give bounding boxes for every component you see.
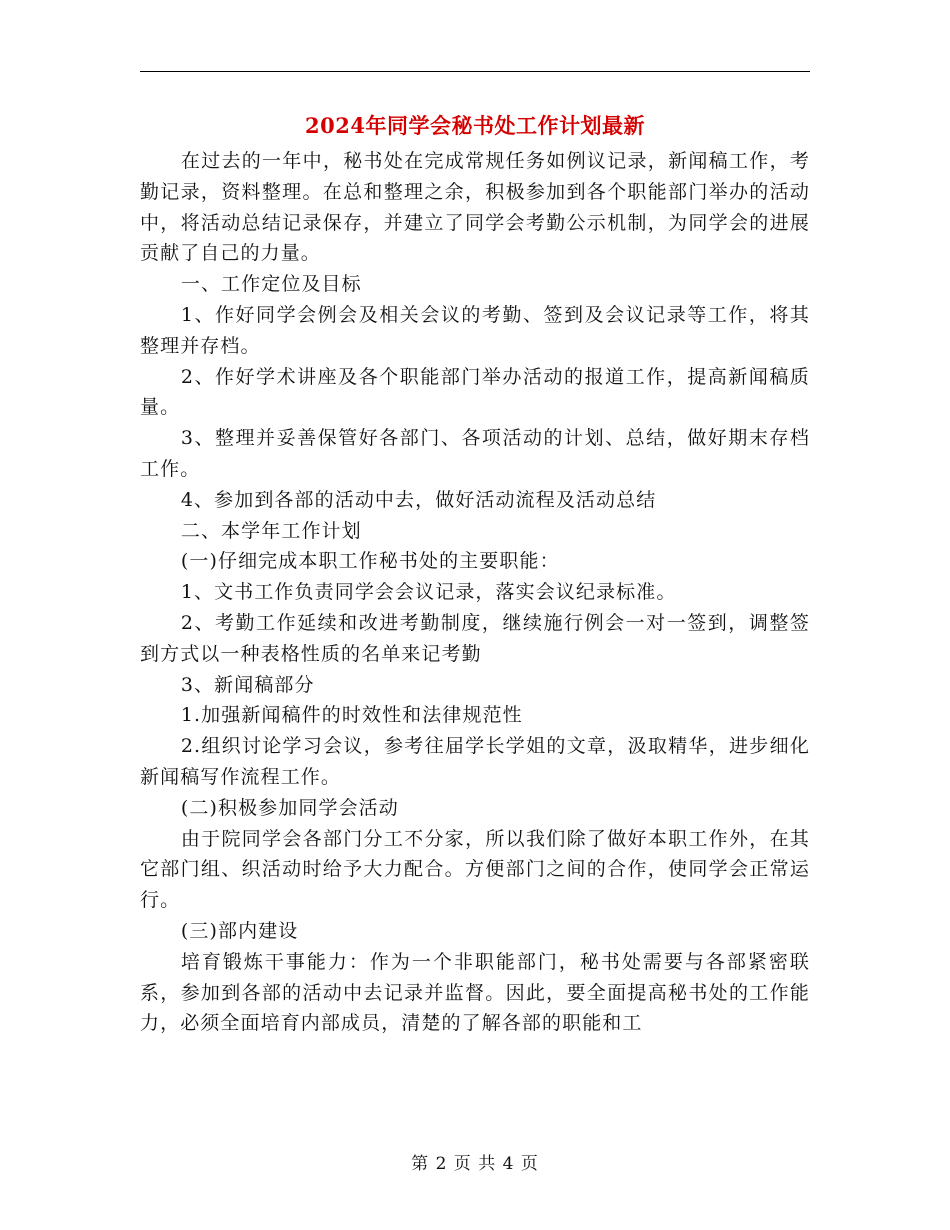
subsection-heading-2: (二)积极参加同学会活动: [180, 796, 399, 819]
paragraph-internal: 培育锻炼干事能力：作为一个非职能部门，秘书处需要与各部紧密联系，参加到各部的活动中去记录并监督。因此，要全面提高秘书处的工作能力，必须全面培育内部成员，清楚的了解各部的职能和工: [140, 950, 810, 1035]
paragraph-activities: 由于院同学会各部门分工不分家，所以我们除了做好本职工作外，在其它部门组、织活动时给予大力配合。方便部门之间的合作，使同学会正常运行。: [140, 827, 810, 912]
paragraph-duty-1: 1、文书工作负责同学会会议记录，落实会议纪录标准。: [180, 581, 677, 604]
subsection-heading-3: (三)部内建设: [180, 919, 299, 942]
paragraph-duty-3: 3、新闻稿部分: [180, 673, 315, 696]
paragraph-goal-4: 4、参加到各部的活动中去，做好活动流程及活动总结: [180, 488, 657, 511]
section-heading-1: 一、工作定位及目标: [180, 273, 362, 296]
paragraph-intro: 在过去的一年中，秘书处在完成常规任务如例议记录，新闻稿工作，考勤记录，资料整理。在总和整理之余，积极参加到各个职能部门举办的活动中，将活动总结记录保存，并建立了同学会考勤公示机制，为同学会的进展贡献了自己的力量。: [140, 150, 810, 265]
subsection-heading-1: (一)仔细完成本职工作秘书处的主要职能：: [180, 550, 560, 573]
page-number: 第 2 页 共 4 页: [411, 1154, 539, 1174]
header-rule: [140, 71, 810, 72]
paragraph-news-1: 1.加强新闻稿件的时效性和法律规范性: [180, 704, 523, 727]
document-title: 2024年同学会秘书处工作计划最新: [305, 113, 645, 138]
paragraph-goal-2: 2、作好学术讲座及各个职能部门举办活动的报道工作，提高新闻稿质量。: [140, 365, 810, 419]
paragraph-goal-3: 3、整理并妥善保管好各部门、各项活动的计划、总结，做好期末存档工作。: [140, 427, 810, 480]
paragraph-duty-2: 2、考勤工作延续和改进考勤制度，继续施行例会一对一签到，调整签到方式以一种表格性质的名单来记考勤: [140, 611, 810, 665]
paragraph-news-2: 2.组织讨论学习会议，参考往届学长学姐的文章，汲取精华，进步细化新闻稿写作流程工作。: [140, 735, 810, 788]
paragraph-goal-1: 1、作好同学会例会及相关会议的考勤、签到及会议记录等工作，将其整理并存档。: [140, 303, 810, 357]
section-heading-2: 二、本学年工作计划: [180, 519, 362, 542]
document-body: [140, 146, 810, 1039]
